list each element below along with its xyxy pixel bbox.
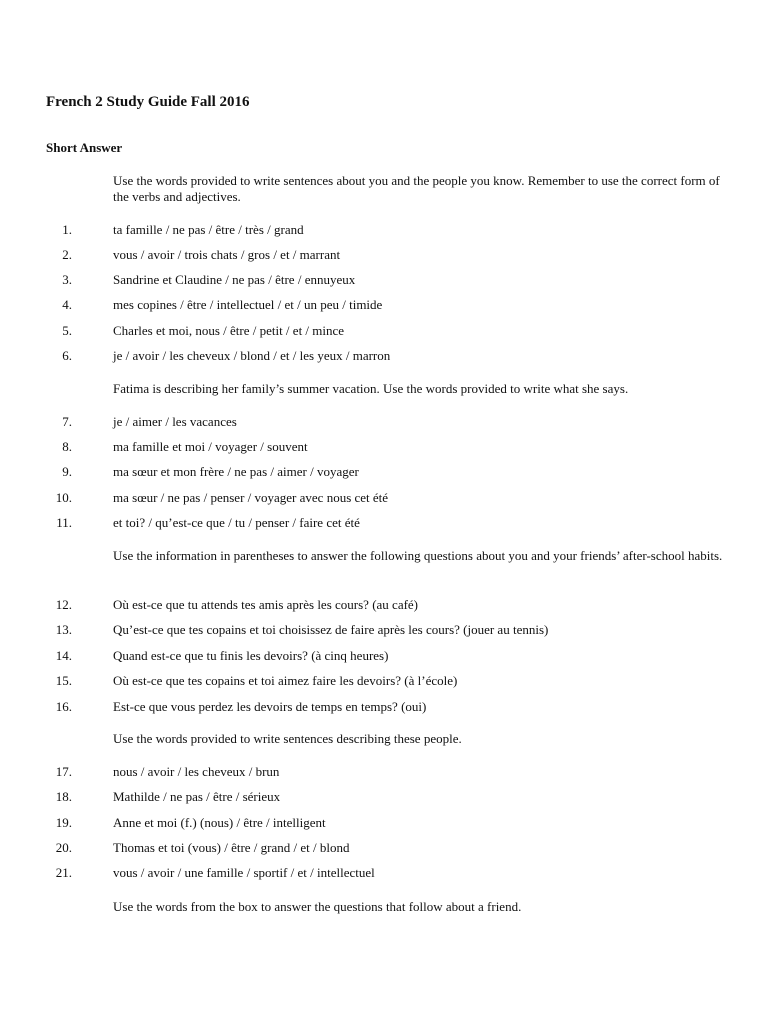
question-item bbox=[0, 438, 740, 456]
question-text: nous / avoir / les cheveux / brun bbox=[113, 764, 280, 779]
question-item bbox=[0, 672, 740, 690]
question-number: 13. bbox=[55, 622, 72, 637]
question-number: 6. bbox=[62, 348, 72, 363]
question-item bbox=[0, 413, 740, 431]
instruction-3: Use the information in parentheses to answer the following questions about you and your friends’ after-school habits. bbox=[113, 548, 723, 563]
question-text: je / avoir / les cheveux / blond / et / les yeux / marron bbox=[113, 348, 391, 363]
question-text: Est-ce que vous perdez les devoirs de temps en temps? (oui) bbox=[113, 699, 427, 714]
question-text: Mathilde / ne pas / être / sérieux bbox=[113, 789, 281, 804]
question-item bbox=[0, 864, 740, 882]
question-text: je / aimer / les vacances bbox=[113, 414, 237, 429]
question-number: 18. bbox=[55, 789, 72, 804]
question-text: Charles et moi, nous / être / petit / et / mince bbox=[113, 323, 345, 338]
question-item bbox=[0, 621, 740, 639]
instruction-4: Use the words provided to write sentences describing these people. bbox=[113, 731, 462, 746]
question-text: Thomas et toi (vous) / être / grand / et / blond bbox=[113, 840, 350, 855]
question-number: 8. bbox=[62, 439, 72, 454]
question-item bbox=[0, 788, 740, 806]
question-text: vous / avoir / une famille / sportif / et / intellectuel bbox=[113, 865, 375, 880]
question-item bbox=[0, 221, 740, 239]
document-title: French 2 Study Guide Fall 2016 bbox=[46, 94, 250, 110]
question-item bbox=[0, 271, 740, 289]
section-heading: Short Answer bbox=[46, 140, 123, 155]
question-number: 4. bbox=[62, 297, 72, 312]
question-number: 19. bbox=[55, 815, 72, 830]
question-item bbox=[0, 296, 740, 314]
question-number: 9. bbox=[62, 464, 72, 479]
question-number: 21. bbox=[55, 865, 72, 880]
question-text: Sandrine et Claudine / ne pas / être / ennuyeux bbox=[113, 272, 356, 287]
question-text: Où est-ce que tu attends tes amis après les cours? (au café) bbox=[113, 597, 419, 612]
question-text: vous / avoir / trois chats / gros / et / marrant bbox=[113, 247, 341, 262]
question-number: 15. bbox=[55, 673, 72, 688]
question-number: 17. bbox=[55, 764, 72, 779]
instruction-2: Fatima is describing her family’s summer vacation. Use the words provided to write what she says. bbox=[113, 381, 629, 396]
question-text: mes copines / être / intellectuel / et / un peu / timide bbox=[113, 297, 383, 312]
question-item bbox=[0, 596, 740, 614]
question-text: ma famille et moi / voyager / souvent bbox=[113, 439, 308, 454]
question-number: 1. bbox=[62, 222, 72, 237]
question-item bbox=[0, 698, 740, 716]
question-text: ma sœur / ne pas / penser / voyager avec nous cet été bbox=[113, 490, 389, 505]
question-item bbox=[0, 347, 740, 365]
question-number: 20. bbox=[55, 840, 72, 855]
question-text: ta famille / ne pas / être / très / grand bbox=[113, 222, 304, 237]
question-text: Anne et moi (f.) (nous) / être / intelligent bbox=[113, 815, 326, 830]
question-item bbox=[0, 763, 740, 781]
question-number: 7. bbox=[62, 414, 72, 429]
question-item bbox=[0, 489, 740, 507]
question-item bbox=[0, 246, 740, 264]
question-item bbox=[0, 647, 740, 665]
instruction-1: Use the words provided to write sentences about you and the people you know. Remember to use the correct form of the verbs and adjectives. bbox=[113, 173, 720, 204]
question-number: 3. bbox=[62, 272, 72, 287]
question-item bbox=[0, 514, 740, 532]
question-item bbox=[0, 814, 740, 832]
question-text: Quand est-ce que tu finis les devoirs? (à cinq heures) bbox=[113, 648, 389, 663]
question-text: et toi? / qu’est-ce que / tu / penser / faire cet été bbox=[113, 515, 360, 530]
question-number: 11. bbox=[56, 515, 72, 530]
question-item bbox=[0, 322, 740, 340]
question-text: ma sœur et mon frère / ne pas / aimer / voyager bbox=[113, 464, 359, 479]
question-number: 14. bbox=[55, 648, 72, 663]
question-number: 12. bbox=[55, 597, 72, 612]
question-text: Qu’est-ce que tes copains et toi choisissez de faire après les cours? (jouer au tennis) bbox=[113, 622, 549, 637]
question-item bbox=[0, 463, 740, 481]
question-item bbox=[0, 839, 740, 857]
instruction-5: Use the words from the box to answer the questions that follow about a friend. bbox=[113, 899, 522, 914]
question-number: 2. bbox=[62, 247, 72, 262]
question-number: 5. bbox=[62, 323, 72, 338]
question-number: 10. bbox=[55, 490, 72, 505]
question-text: Où est-ce que tes copains et toi aimez faire les devoirs? (à l’école) bbox=[113, 673, 458, 688]
question-number: 16. bbox=[55, 699, 72, 714]
